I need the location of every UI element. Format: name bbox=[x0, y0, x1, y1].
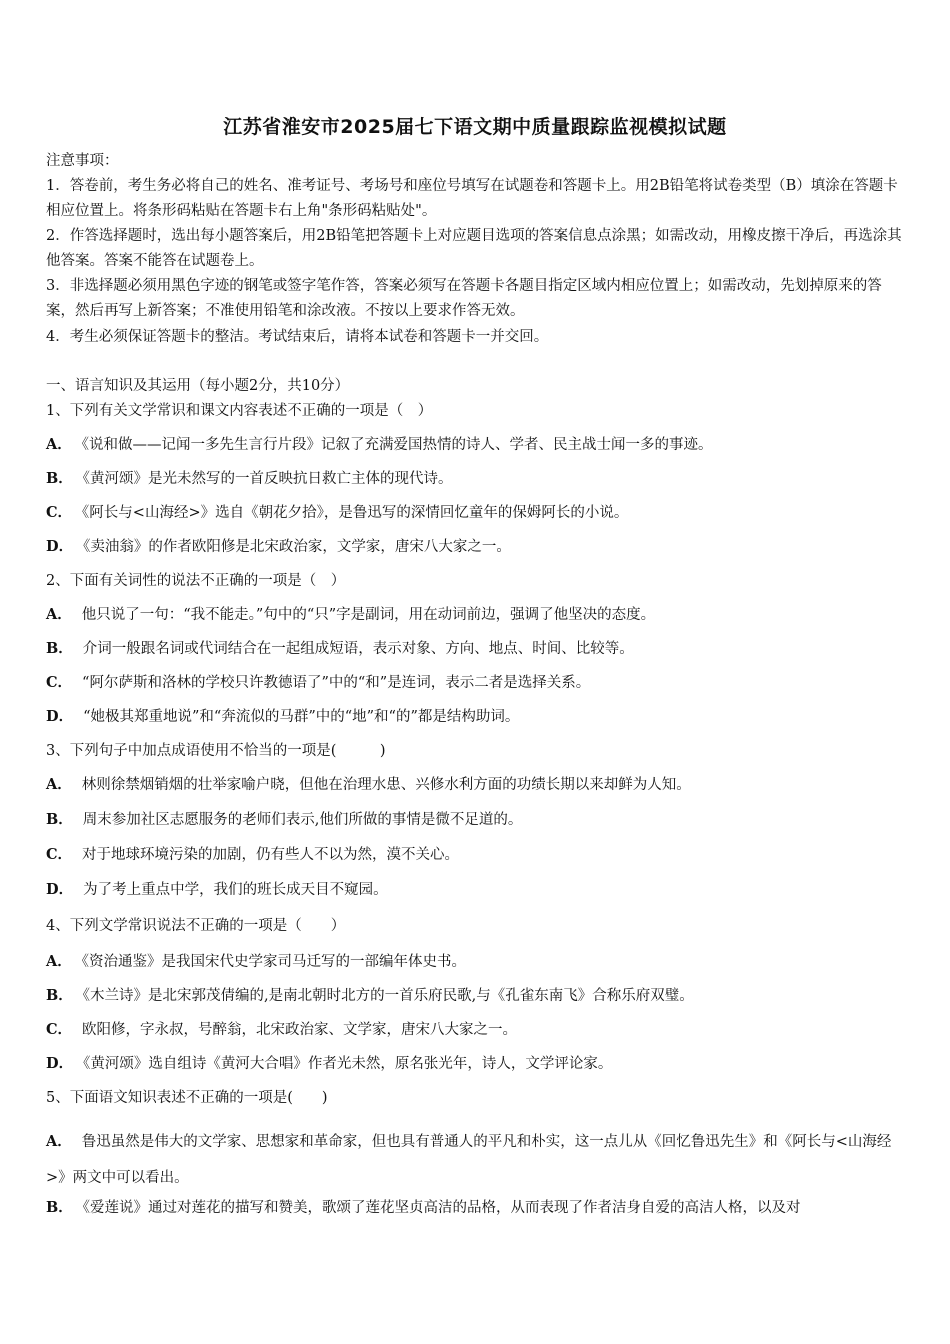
option-letter: B． bbox=[46, 811, 73, 828]
q5-option-a bbox=[46, 1124, 906, 1196]
option-text: 对于地球环境污染的加剧，仍有些人不以为然，漠不关心。 bbox=[82, 847, 460, 863]
option-text: “她极其郑重地说”和“奔流似的马群”中的“地”和“的”都是结构助词。 bbox=[83, 709, 520, 725]
question-4-stem: 4、下列文学常识说法不正确的一项是（ ） bbox=[46, 918, 346, 934]
q4-option-a bbox=[46, 953, 906, 971]
option-letter: C． bbox=[46, 674, 73, 691]
question-1-stem: 1、下列有关文学常识和课文内容表述不正确的一项是（ ） bbox=[46, 403, 433, 419]
q3-option-a bbox=[46, 776, 906, 794]
option-letter: A． bbox=[46, 1133, 72, 1150]
q1-option-a bbox=[46, 436, 906, 454]
question-5-stem: 5、下面语文知识表述不正确的一项是( ) bbox=[46, 1090, 328, 1106]
option-text: 欧阳修，字永叔，号醉翁，北宋政治家、文学家，唐宋八大家之一。 bbox=[82, 1022, 518, 1038]
q3-option-d bbox=[46, 881, 906, 899]
q1-option-c bbox=[46, 504, 906, 522]
q2-option-c bbox=[46, 674, 906, 692]
option-text: 为了考上重点中学，我们的班长成天目不窥园。 bbox=[83, 882, 388, 898]
option-letter: D． bbox=[46, 708, 74, 725]
q3-option-b bbox=[46, 811, 906, 829]
option-letter: A． bbox=[46, 606, 72, 623]
q2-option-b bbox=[46, 640, 906, 658]
option-text: 《黄河颂》选自组诗《黄河大合唱》作者光未然，原名张光年，诗人，文学评论家。 bbox=[83, 1056, 613, 1072]
q1-option-d bbox=[46, 538, 906, 556]
option-letter: A． bbox=[46, 776, 72, 793]
option-letter: C． bbox=[46, 846, 73, 863]
option-letter: D． bbox=[46, 1055, 74, 1072]
option-text: 《卖油翁》的作者欧阳修是北宋政治家，文学家，唐宋八大家之一。 bbox=[83, 539, 511, 555]
option-letter: A． bbox=[46, 436, 72, 453]
option-text: 周末参加社区志愿服务的老师们表示,他们所做的事情是微不足道的。 bbox=[82, 812, 523, 828]
option-text: 他只说了一句：“我不能走。”句中的“只”字是副词，用在动词前边，强调了他坚决的态度。 bbox=[81, 607, 656, 623]
q2-option-d bbox=[46, 708, 906, 726]
note-item-2: 2．作答选择题时，选出每小题答案后，用2B铅笔把答题卡上对应题目选项的答案信息点涂黑；如需改动，用橡皮擦干净后，再选涂其他答案。答案不能答在试题卷上。 bbox=[46, 228, 902, 269]
q1-option-b bbox=[46, 470, 906, 488]
q2-option-a bbox=[46, 606, 906, 624]
option-text: 《资治通鉴》是我国宋代史学家司马迁写的一部编年体史书。 bbox=[81, 954, 467, 970]
option-text: 《爱莲说》通过对莲花的描写和赞美，歌颂了莲花坚贞高洁的品格，从而表现了作者洁身自爱的高洁人格，以及对 bbox=[82, 1200, 801, 1216]
q4-option-d bbox=[46, 1055, 906, 1073]
option-letter: D． bbox=[46, 538, 74, 555]
question-2-stem: 2、下面有关词性的说法不正确的一项是（ ） bbox=[46, 573, 346, 589]
page-title: 江苏省淮安市2025届七下语文期中质量跟踪监视模拟试题 bbox=[223, 116, 727, 138]
q4-option-b bbox=[46, 987, 906, 1005]
option-letter: B． bbox=[46, 640, 73, 657]
note-item-1: 1．答卷前，考生务必将自己的姓名、准考证号、考场号和座位号填写在试题卷和答题卡上。用2B铅笔将试卷类型（B）填涂在答题卡相应位置上。将条形码粘贴在答题卡右上角"条形码粘贴处"。 bbox=[46, 178, 898, 219]
option-text: 《木兰诗》是北宋郭茂倩编的,是南北朝时北方的一首乐府民歌,与《孔雀东南飞》合称乐府双璧。 bbox=[82, 988, 694, 1004]
q3-option-c bbox=[46, 846, 906, 864]
option-letter: C． bbox=[46, 504, 73, 521]
option-letter: A． bbox=[46, 953, 72, 970]
option-text: 《黄河颂》是光未然写的一首反映抗日救亡主体的现代诗。 bbox=[82, 471, 453, 487]
option-text: 介词一般跟名词或代词结合在一起组成短语，表示对象、方向、地点、时间、比较等。 bbox=[82, 641, 634, 657]
option-letter: D． bbox=[46, 881, 74, 898]
option-letter: B． bbox=[46, 470, 73, 487]
option-text: 《说和做——记闻一多先生言行片段》记叙了充满爱国热情的诗人、学者、民主战士闻一多的事迹。 bbox=[81, 437, 713, 453]
question-3-stem: 3、下列句子中加点成语使用不恰当的一项是( ) bbox=[46, 743, 386, 759]
note-item-4: 4．考生必须保证答题卡的整洁。考试结束后，请将本试卷和答题卡一并交回。 bbox=[46, 329, 549, 345]
option-text: 鲁迅虽然是伟大的文学家、思想家和革命家，但也具有普通人的平凡和朴实，这一点儿从《回忆鲁迅先生》和《阿长与<山海经>》两文中可以看出。 bbox=[46, 1134, 892, 1186]
option-text: 林则徐禁烟销烟的壮举家喻户晓，但他在治理水患、兴修水利方面的功绩长期以来却鲜为人知。 bbox=[81, 777, 691, 793]
q4-option-c bbox=[46, 1021, 906, 1039]
option-letter: B． bbox=[46, 1199, 73, 1216]
note-item-3: 3．非选择题必须用黑色字迹的钢笔或签字笔作答，答案必须写在答题卡各题目指定区域内相应位置上；如需改动，先划掉原来的答案，然后再写上新答案；不准使用铅笔和涂改液。不按以上要求作答无效。 bbox=[46, 278, 882, 319]
q5-option-b bbox=[46, 1196, 906, 1220]
option-letter: B． bbox=[46, 987, 73, 1004]
option-text: “阿尔萨斯和洛林的学校只许教德语了”中的“和”是连词，表示二者是选择关系。 bbox=[82, 675, 591, 691]
notes-heading: 注意事项： bbox=[46, 153, 119, 169]
option-letter: C． bbox=[46, 1021, 73, 1038]
section-heading: 一、语言知识及其运用（每小题2分，共10分） bbox=[46, 378, 350, 394]
option-text: 《阿长与<山海经>》选自《朝花夕拾》，是鲁迅写的深情回忆童年的保姆阿长的小说。 bbox=[82, 505, 629, 521]
